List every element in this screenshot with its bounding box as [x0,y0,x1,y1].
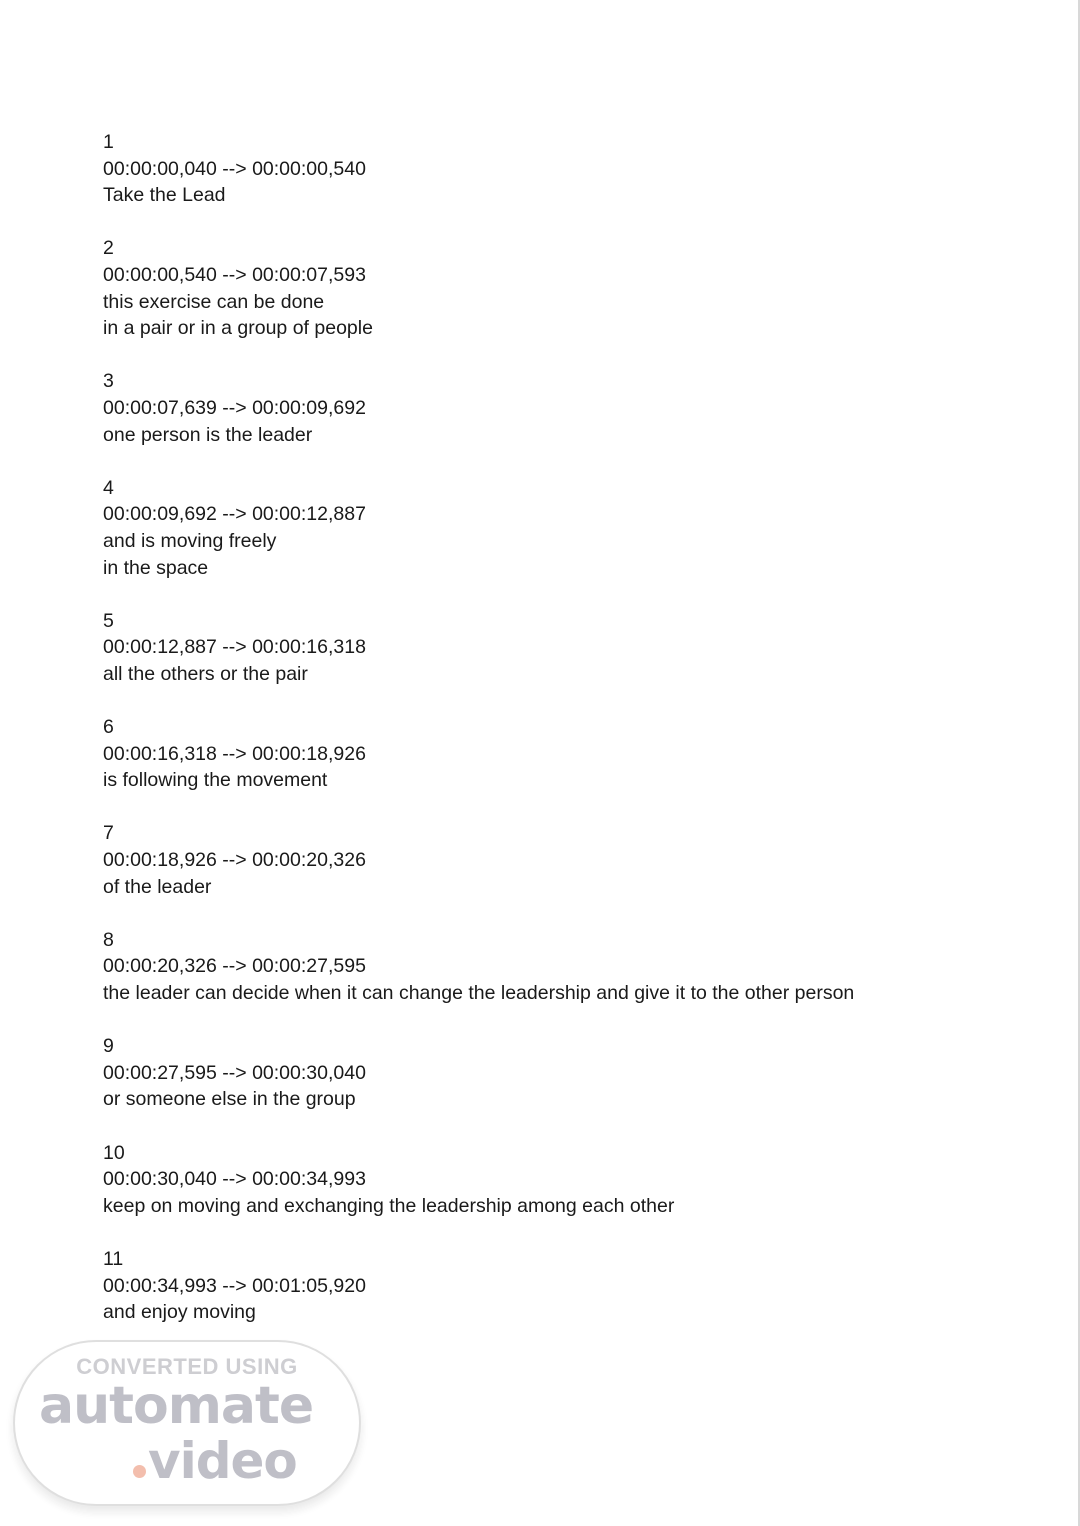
cue-index: 3 [103,370,114,393]
cue-text-line: or someone else in the group [103,1088,356,1111]
subtitle-cue [103,235,1023,341]
subtitle-cue [103,475,1023,581]
watermark-brand: automate [39,1376,314,1436]
dot-icon [133,1465,146,1478]
cue-index: 9 [103,1035,114,1058]
cue-index: 10 [103,1141,125,1164]
cue-index: 1 [103,131,114,153]
cue-timing: 00:00:00,540 --> 00:00:07,593 [103,263,366,286]
cue-index: 7 [103,822,114,845]
cue-index: 8 [103,928,114,951]
converted-using-watermark [13,1340,361,1506]
cue-text-line: keep on moving and exchanging the leadership among each other [103,1194,675,1217]
subtitle-cue [103,1140,1023,1220]
cue-index: 4 [103,476,114,499]
subtitle-cue [103,714,1023,794]
cue-timing: 00:00:12,887 --> 00:00:16,318 [103,636,366,659]
cue-index: 11 [103,1247,124,1270]
subtitle-cue [103,368,1023,448]
cue-timing: 00:00:00,040 --> 00:00:00,540 [103,157,366,180]
subtitle-cue [103,927,1023,1007]
cue-text-line: and is moving freely [103,529,277,552]
cue-text-line: all the others or the pair [103,662,308,685]
cue-timing: 00:00:07,639 --> 00:00:09,692 [103,396,366,419]
cue-timing: 00:00:16,318 --> 00:00:18,926 [103,742,366,765]
cue-timing: 00:00:34,993 --> 00:01:05,920 [103,1274,366,1297]
watermark-caption: CONVERTED USING [76,1354,298,1379]
cue-index: 6 [103,716,114,739]
cue-timing: 00:00:27,595 --> 00:00:30,040 [103,1061,366,1084]
cue-text-line: in a pair or in a group of people [103,317,373,340]
subtitle-document [103,129,1023,1352]
watermark-domain [133,1432,297,1490]
cue-text-line: this exercise can be done [103,290,325,313]
subtitle-cue [103,129,1023,209]
cue-index: 2 [103,237,114,260]
cue-text-line: one person is the leader [103,423,313,446]
subtitle-cue [103,1246,1023,1326]
cue-text-line: of the leader [103,875,212,898]
cue-text-line: in the space [103,556,209,579]
cue-text-line: and enjoy moving [103,1301,256,1324]
cue-index: 5 [103,609,114,632]
cue-timing: 00:00:09,692 --> 00:00:12,887 [103,503,366,526]
cue-text-line: Take the Lead [103,184,226,207]
cue-timing: 00:00:18,926 --> 00:00:20,326 [103,849,366,872]
subtitle-cue [103,1033,1023,1113]
cue-timing: 00:00:20,326 --> 00:00:27,595 [103,955,366,978]
subtitle-cue [103,820,1023,900]
subtitle-cue [103,608,1023,688]
cue-text-line: the leader can decide when it can change the leadership and give it to the other person [103,982,855,1004]
cue-text-line: is following the movement [103,769,328,792]
cue-timing: 00:00:30,040 --> 00:00:34,993 [103,1168,366,1191]
watermark-domain-text: video [148,1432,297,1490]
